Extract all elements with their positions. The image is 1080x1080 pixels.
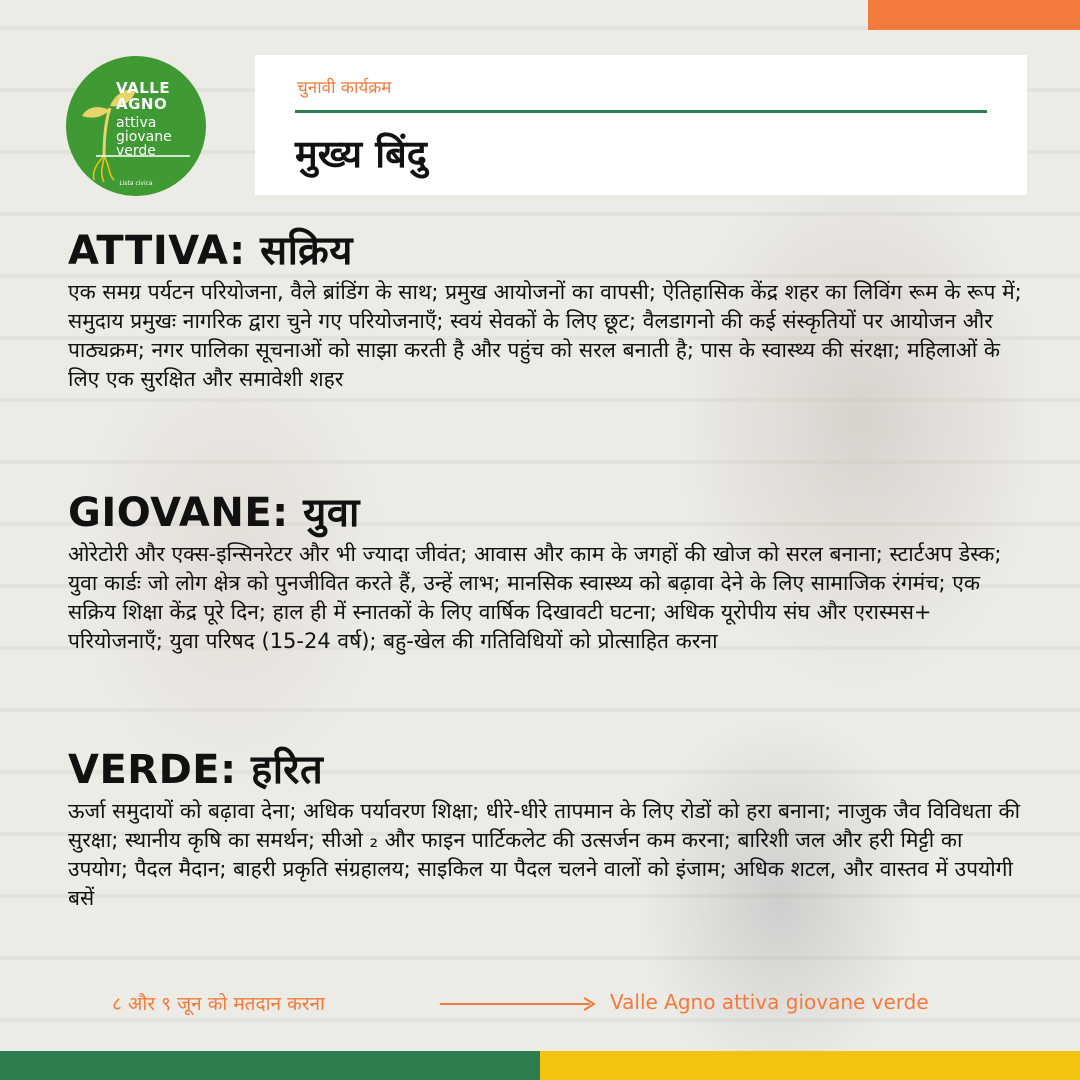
section-body: ऊर्जा समुदायों को बढ़ावा देना; अधिक पर्यावरण शिक्षा; धीरे-धीरे तापमान के लिए रोडों को हरा बनाना; नाजुक जैव विविधता की सुरक्षा; स्थानीय कृषि का समर्थन; सीओ ₂ और फाइन पार्टिकलेट की उत्सर्जन कम करना; बारिशी जल और हरी मिट्टी का उपयोग; पैदल मैदान; बाहरी प्रकृति संग्रहालय; साइकिल या पैदल चलने वालों को इंजाम; अधिक शटल, और वास्तव में उपयोगी बसें (68, 799, 1021, 910)
section-heading: GIOVANE: युवा (68, 490, 360, 536)
section-heading: VERDE: हरित (68, 747, 324, 793)
bottom-green-bar (0, 1051, 540, 1080)
header-kicker: चुनावी कार्यक्रम (297, 78, 392, 98)
arrow-right-icon (440, 994, 600, 1014)
logo-title: VALLE AGNO (116, 79, 171, 113)
section-body: ओरेटोरी और एक्स-इन्सिनरेटर और भी ज्यादा जीवंत; आवास और काम के जगहों की खोज को सरल बनाना; स्टार्टअप डेस्क; युवा कार्डः जो लोग क्षेत्र को पुनजीवित करते हैं, उन्हें लाभ; मानसिक स्वास्थ्य को बढ़ावा देने के लिए सामाजिक रंगमंच; एक सक्रिय शिक्षा केंद्र पूरे दिन; हाल ही में स्नातकों के लिए वार्षिक दिखावटी घटना; अधिक यूरोपीय संघ और एरास्मस+ परियोजनाएँ; युवा परिषद (15-24 वर्ष); बहु-खेल की गतिविधियों को प्रोत्साहित करना (68, 542, 1002, 653)
bottom-yellow-bar (540, 1051, 1080, 1080)
vote-date-text: ८ और ९ जून को मतदान करना (112, 993, 325, 1015)
list-name-text: Valle Agno attiva giovane verde (610, 990, 929, 1014)
section-giovane (68, 488, 1028, 656)
logo-subtitle: attiva giovane verde (116, 115, 172, 159)
header-divider (295, 110, 987, 113)
section-body: एक समग्र पर्यटन परियोजना, वैले ब्रांडिंग के साथ; प्रमुख आयोजनों का वापसी; ऐतिहासिक केंद्र शहर का लिविंग रूम के रूप में; समुदाय प्रमुखः नागरिक द्वारा चुने गए परियोजनाएँ; स्वयं सेवकों के लिए छूट; वैलडागनो की कई संस्कृतियों पर आयोजन और पाठ्यक्रम; नगर पालिका सूचनाओं को साझा करती है और पहुंच को सरल बनाती है; पास के स्वास्थ्य की संरक्षा; महिलाओं के लिए एक सुरक्षित और समावेशी शहर (68, 280, 1022, 391)
logo (66, 56, 206, 196)
top-accent-bar (868, 0, 1080, 30)
section-heading: ATTIVA: सक्रिय (68, 228, 353, 274)
section-verde (68, 745, 1028, 913)
section-attiva (68, 226, 1028, 394)
page-title: मुख्य बिंदु (295, 132, 427, 176)
logo-caption: Lista civica (119, 180, 153, 187)
header-card (255, 55, 1027, 195)
